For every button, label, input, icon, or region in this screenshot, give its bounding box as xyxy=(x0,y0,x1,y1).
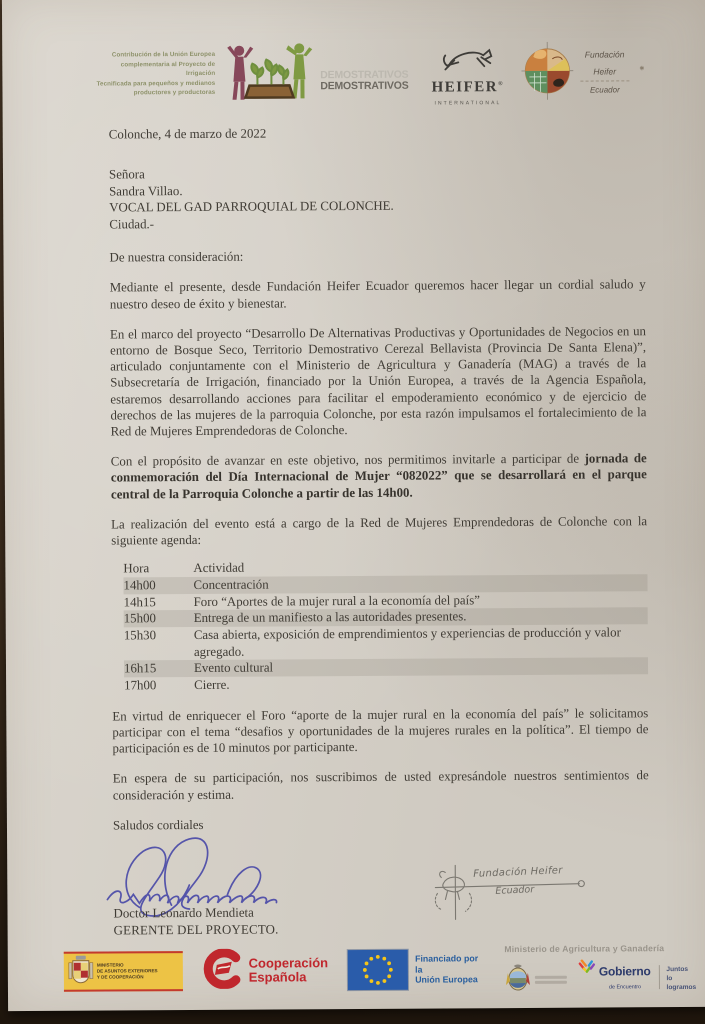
invitation-intro: Con el propósito de avanzar en este objetivo, nos permitimos invitarle a participar de xyxy=(110,451,585,469)
asterisk-mark: ✱ xyxy=(639,66,645,73)
spain-coat-of-arms-icon xyxy=(68,955,94,989)
paragraph-closing: En espera de su participación, nos suscribimos de usted expresándole nuestros sentimientos de consideración y estima. xyxy=(112,768,649,803)
fundacion-heifer-line1: Fundación Heifer xyxy=(580,47,629,82)
fundacion-heifer-emblem-icon xyxy=(521,42,573,105)
eu-funding-line1: Financiado por la xyxy=(415,952,479,975)
fundacion-heifer-wordmark xyxy=(580,47,630,99)
mag-logos-row xyxy=(504,962,698,997)
paragraph-foro: En virtud de enriquecer el Foro “aporte de la mujer rural en la economía del país” le solicitamos participar con el tema “desafios y oportunidades de la mujeres rurales en la política”. El tiempo de participación es de 10 minutos por participante. xyxy=(112,706,649,756)
signer-title: GERENTE DEL PROYECTO. xyxy=(113,922,279,938)
demostrativos-line2: DEMOSTRATIVOS xyxy=(320,79,409,93)
spain-ministry-logo xyxy=(64,951,183,992)
heifer-international-logo xyxy=(430,46,505,112)
agenda-hora: 15h30 xyxy=(123,628,157,643)
mag-block xyxy=(504,940,698,998)
eu-note-line: complementaria al Proyecto de Irrigación xyxy=(120,60,216,78)
cooperacion-c-icon xyxy=(203,949,243,993)
salutation: De nuestra consideración: xyxy=(109,249,244,265)
agenda-header-actividad: Actividad xyxy=(193,560,245,576)
leaping-cow-icon xyxy=(439,62,497,77)
gobierno-de-encuentro-logo xyxy=(577,963,698,995)
fundacion-heifer-ecuador-logo xyxy=(521,41,645,104)
spain-ministry-line: MINISTERIO xyxy=(96,962,124,968)
gobierno-wordmark xyxy=(599,964,651,996)
eu-contribution-note xyxy=(94,50,215,99)
agenda-actividad: Foro “Aportes de la mujer rural a la economía del país” xyxy=(193,592,481,609)
territorios-demostrativos-logo xyxy=(223,41,409,108)
paragraph-invitation xyxy=(111,450,647,502)
divider xyxy=(659,966,660,990)
date-line: Colonche, 4 de marzo de 2022 xyxy=(108,126,267,142)
agenda-hora: 14h00 xyxy=(123,578,156,593)
gobierno-sub: de Encuentro xyxy=(608,983,642,991)
recipient-line: Señora xyxy=(108,167,145,182)
cooperacion-line2: Española xyxy=(248,969,307,985)
signer-name: Doctor Leonardo Mendieta xyxy=(113,905,254,921)
stamp-line2: Ecuador xyxy=(495,884,535,897)
gobierno-word: Gobierno xyxy=(598,964,651,979)
agenda-actividad: Casa abierta, exposición de emprendimientos y experiencias de producción y valor agregado. xyxy=(193,625,621,659)
ecuador-crest-icon xyxy=(504,963,530,997)
tagline-line2: lo logramos xyxy=(666,975,697,992)
fundacion-heifer-line2: Ecuador xyxy=(589,85,620,95)
invitation-bold: jornada de conmemoración del Día Internacional de Mujer “082022” que se desarrollará en el parque central de la Parroquia Colonche a partir de las 14h00. xyxy=(110,451,647,502)
eu-funding-text xyxy=(415,953,487,986)
eu-note-line: Contribución de la Unión Europea xyxy=(111,50,216,59)
footer-logo-row xyxy=(64,936,698,1004)
faint-crest-caption xyxy=(534,974,566,986)
fundacion-heifer-stamp xyxy=(429,863,599,924)
agenda-table xyxy=(123,557,648,694)
tagline-line1: Juntos xyxy=(666,966,689,974)
recipient-line: Ciudad.- xyxy=(109,216,155,232)
agenda-hora: 17h00 xyxy=(124,678,157,693)
eu-note-line: Tecnificada para pequeños y medianos xyxy=(96,79,216,88)
stamp-line1: Fundación Heifer xyxy=(473,865,563,880)
recipient-line: VOCAL DEL GAD PARROQUIAL DE COLONCHE. xyxy=(109,198,394,215)
registered-mark: ® xyxy=(498,81,505,88)
spain-ministry-line: Y DE COOPERACIÓN xyxy=(96,974,144,980)
letter-content xyxy=(2,0,705,1011)
demostrativos-line1: DEMOSTRATIVOS xyxy=(320,68,409,82)
recipient-line: Sandra Villao. xyxy=(109,183,183,199)
demostrativos-wordmark xyxy=(320,70,408,93)
paragraph-greeting: Mediante el presente, desde Fundación Heifer Ecuador queremos hacer llegar un cordial saludo y nuestro deseo de éxito y bienestar. xyxy=(109,277,646,312)
heifer-international-label: INTERNATIONAL xyxy=(434,100,502,107)
color-chevron-icon xyxy=(577,960,597,979)
header-logo-row xyxy=(94,39,644,114)
gobierno-tagline xyxy=(666,966,698,993)
agenda-actividad: Cierre. xyxy=(194,677,230,693)
mag-title: Ministerio de Agricultura y Ganadería xyxy=(504,942,665,954)
cooperacion-line1: Cooperación xyxy=(248,954,329,971)
recipient-block xyxy=(109,163,645,232)
eu-note-line: productores y productoras xyxy=(133,89,216,97)
agenda-row xyxy=(124,624,648,661)
paragraph-project: En el marco del proyecto “Desarrollo De Alternativas Productivas y Oportunidades de Negocios en un entorno de Bosque Seco, Territorio Demostrativo Cerezal Bellavista (Provincia De Santa Elena)”, articulado conjuntamente con el Ministerio de Agricultura y Ganadería (MAG) a través de la Subsecretaría de Irrigación, financiado por la Unión Europea, a través de la Agencia Española, estaremos desarrollando acciones para facilitar el empoderamiento económico y de ejercicio de derechos de las mujeres de la parroquia Colonche, por esta razón impulsamos el fortalecimiento de la Red de Mujeres Emprendedoras de Colonche. xyxy=(109,324,647,439)
garden-people-icon xyxy=(223,41,315,108)
cooperacion-wordmark xyxy=(249,956,329,985)
heifer-name: HEIFER xyxy=(431,79,499,96)
spain-ministry-line: DE ASUNTOS EXTERIORES xyxy=(96,968,158,974)
agenda-row xyxy=(124,674,648,694)
agenda-header-hora: Hora xyxy=(123,561,150,576)
agenda-actividad: Concentración xyxy=(193,577,269,592)
signature-block xyxy=(113,840,650,947)
heifer-wordmark xyxy=(430,76,505,96)
agenda-hora: 16h15 xyxy=(123,661,157,676)
eu-flag-icon xyxy=(348,950,408,990)
cooperacion-espanola-logo xyxy=(203,948,329,993)
eu-funding-logo xyxy=(348,949,487,990)
agenda-hora: 15h00 xyxy=(123,611,156,626)
eu-funding-line2: Unión Europea xyxy=(415,974,478,986)
spain-ministry-text xyxy=(97,962,158,981)
agenda-actividad: Evento cultural xyxy=(193,660,274,676)
agenda-actividad: Entrega de un manifiesto a las autoridades presentes. xyxy=(193,609,467,626)
agenda-hora: 14h15 xyxy=(123,594,156,610)
paragraph-agenda-intro: La realización del evento está a cargo de la Red de Mujeres Emprendedoras de Colonche con la siguiente agenda: xyxy=(111,514,648,548)
closing-salute: Saludos cordiales xyxy=(112,817,204,833)
letter-paper xyxy=(2,0,705,1011)
